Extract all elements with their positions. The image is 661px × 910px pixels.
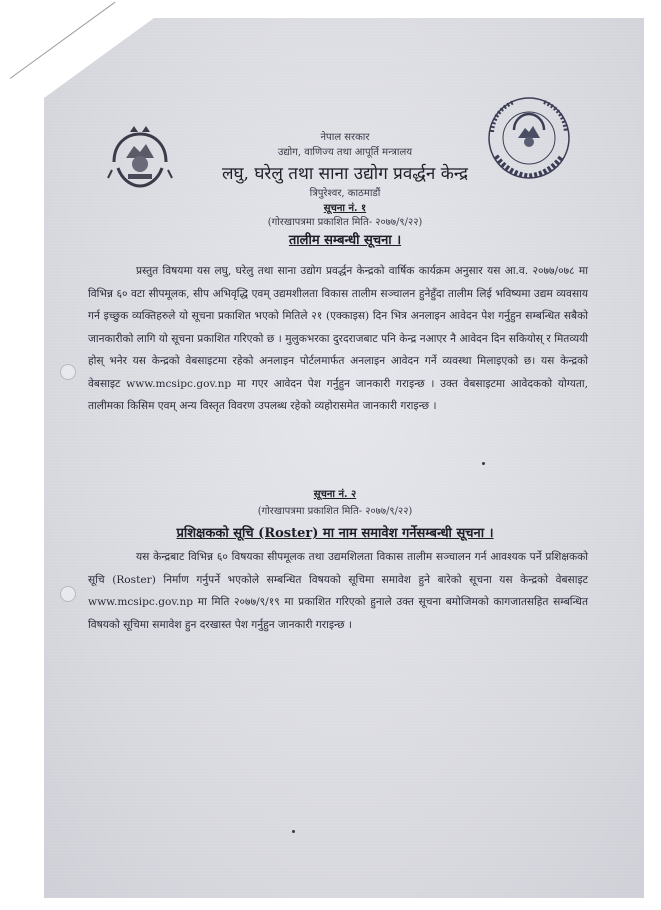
office-location: त्रिपुरेश्वर, काठमाडौं: [309, 188, 381, 200]
scan-speck: [292, 830, 295, 833]
notice-2-body: यस केन्द्रबाट विभिन्न ६० विषयका सीपमूलक तथा उद्यमशिलता विकास तालीम सञ्चालन गर्न आवश्यक पर्ने प्रशिक्षकको सूचि (Roster) निर्माण गर्नुपर्ने भएकोले सम्बन्धित विषयको सूचिमा समावेश हुने बारेको सूचना यस केन्द्रको वेबसाइट www.mcsipc.gov.np मा मिति २०७७/९/१९ मा प्रकाशित गरिएको हुनाले उक्त सूचना बमोजिमको कागजातसहित सम्बन्धित विषयको सूचिमा समावेश हुन दरखास्त पेश गर्नुहुन जानकारी गराइन्छ ।: [88, 551, 588, 631]
folded-corner: [44, 18, 154, 98]
notice-number-1: सूचना नं. १: [323, 203, 367, 215]
nepal-emblem-icon: [104, 122, 176, 194]
government-name: नेपाल सरकार: [320, 132, 370, 143]
ministry-name: उद्योग, वाणिज्य तथा आपूर्ति मन्त्रालय: [277, 147, 413, 158]
notice-subject-1: तालीम सम्बन्धी सूचना ।: [288, 233, 402, 249]
punch-hole: [60, 586, 76, 602]
letterhead: [180, 132, 510, 249]
punch-hole: [60, 364, 76, 380]
notice-subject-2: प्रशिक्षकको सूचि (Roster) मा नाम समावेश गर्नेसम्बन्धी सूचना ।: [176, 526, 494, 541]
scan-speck: [482, 462, 485, 465]
office-title: लघु, घरेलु तथा साना उद्योग प्रवर्द्धन केन्द्र: [221, 164, 469, 184]
notice-number-2: सूचना नं. २: [313, 489, 357, 500]
published-date-1: (गोरखापत्रमा प्रकाशित मिति- २०७७/९/२२): [267, 217, 423, 229]
notice-1-body: प्रस्तुत विषयमा यस लघु, घरेलु तथा साना उद्योग प्रवर्द्धन केन्द्रको वार्षिक कार्यक्रम अनुसार यस आ.व. २०७७/०७८ मा विभिन्न ६० वटा सीपमूलक, सीप अभिवृद्धि एवम् उद्यमशीलता विकास तालीम सञ्चालन हुनेहुँदा तालीम लिई भविष्यमा उद्यम व्यवसाय गर्न इच्छुक व्यक्तिहरुले यो सूचना प्रकाशित भएको मितिले २१ (एक्काइस) दिन भित्र अनलाइन आवेदन पेश गर्नुहुन सम्बन्धित सबैको जानकारीको लागि यो सूचना प्रकाशित गरिएको छ । मुलुकभरका दुरदराजबाट पनि केन्द्र नआएर नै आवेदन दिन सकियोस् र मितव्ययी होस् भनेर यस केन्द्रको वेबसाइटमा रहेको अनलाइन पोर्टलमार्फत अनलाइन आवेदन गर्ने व्यवस्था मिलाइएको छ। यस केन्द्रको वेबसाइट www.mcsipc.gov.np मा गएर आवेदन पेश गर्नुहुन जानकारी गराइन्छ । उक्त वेबसाइटमा आवेदकको योग्यता, तालीमका किसिम एवम् अन्य विस्तृत विवरण उपलब्ध रहेको व्यहोरासमेत जानकारी गराइन्छ ।: [88, 265, 588, 412]
published-date-2: (गोरखापत्रमा प्रकाशित मिति- २०७७/९/२२): [257, 506, 413, 517]
notice-2-heading: [100, 486, 570, 541]
